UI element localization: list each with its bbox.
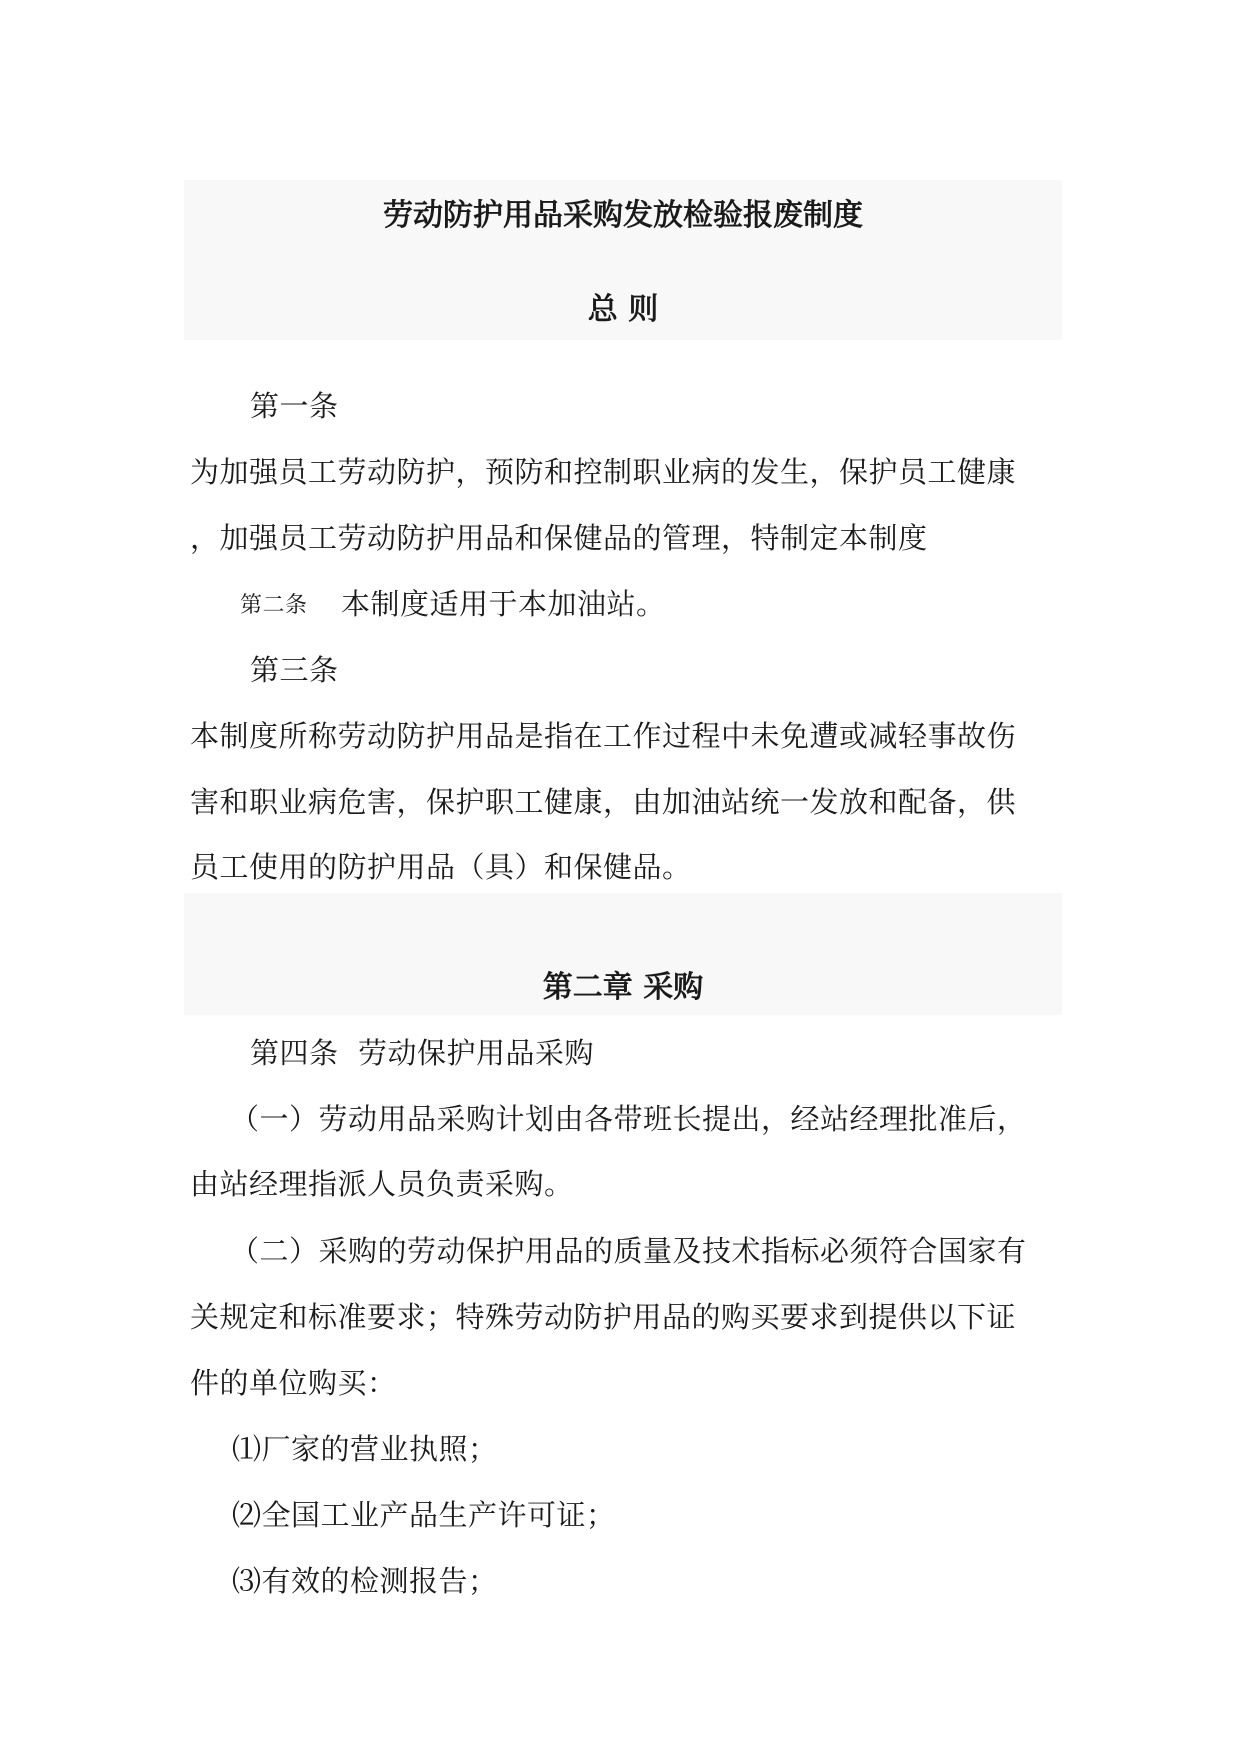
article2-text: 本制度适用于本加油站。	[341, 587, 666, 621]
document-title: 劳动防护用品采购发放检验报废制度	[383, 198, 863, 233]
article4-item1-line-1: （一）劳动用品采购计划由各带班长提出，经站经理批准后，	[230, 1102, 1027, 1136]
article1-label: 第一条	[250, 389, 339, 423]
article1-line-1: 为加强员工劳动防护，预防和控制职业病的发生，保护员工健康	[190, 455, 1017, 489]
chapter2-heading: 第二章 采购	[542, 970, 704, 1005]
article4-subitem-2: ⑵全国工业产品生产许可证；	[232, 1498, 616, 1532]
article4-title: 劳动保护用品采购	[358, 1036, 595, 1070]
article3-label: 第三条	[250, 653, 339, 687]
article4-item2-line-2: 关规定和标准要求；特殊劳动防护用品的购买要求到提供以下证	[190, 1300, 1017, 1334]
article4-label: 第四条	[250, 1036, 339, 1070]
article4-subitem-3: ⑶有效的检测报告；	[232, 1564, 498, 1598]
article4-item2-line-3: 件的单位购买：	[190, 1366, 397, 1400]
article3-line-1: 本制度所称劳动防护用品是指在工作过程中未免遭或减轻事故伤	[190, 719, 1017, 753]
article1-line-2: ，加强员工劳动防护用品和保健品的管理，特制定本制度	[190, 521, 928, 555]
article3-line-2: 害和职业病危害，保护职工健康，由加油站统一发放和配备，供	[190, 785, 1017, 819]
chapter1-heading: 总 则	[587, 292, 659, 327]
article2-label: 第二条	[240, 593, 308, 618]
article4-item1-line-2: 由站经理指派人员负责采购。	[190, 1167, 574, 1201]
article4-item2-line-1: （二）采购的劳动保护用品的质量及技术指标必须符合国家有	[230, 1234, 1027, 1268]
article4-subitem-1: ⑴厂家的营业执照；	[232, 1432, 498, 1466]
article3-line-3: 员工使用的防护用品（具）和保健品。	[190, 850, 692, 884]
